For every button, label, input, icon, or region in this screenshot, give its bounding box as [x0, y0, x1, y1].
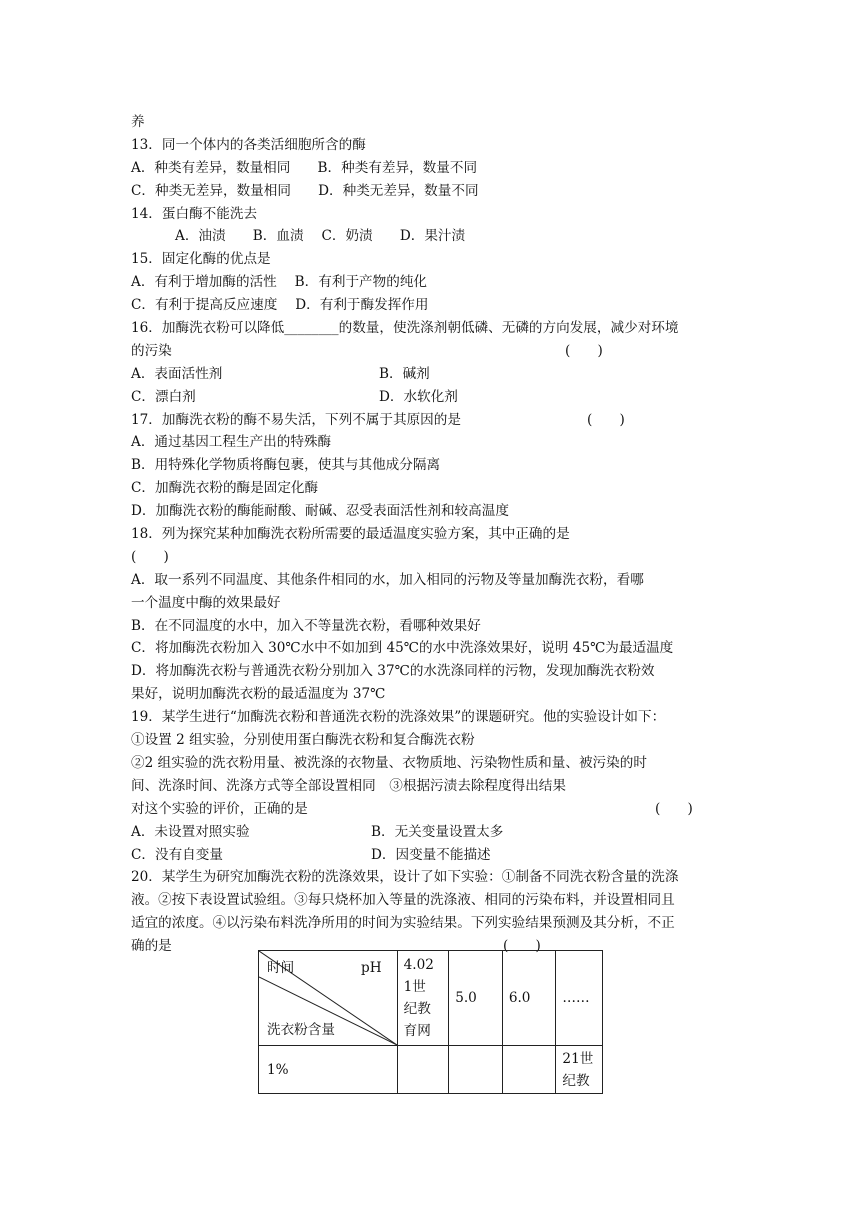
line-text: D．加酶洗衣粉的酶能耐酸、耐碱、忍受表面活性剂和较高温度	[131, 503, 509, 520]
text-line	[131, 615, 731, 638]
header-time-label: 时间	[267, 960, 295, 976]
text-line	[131, 752, 731, 775]
text-line	[131, 775, 731, 798]
answer-parentheses: ( )	[565, 342, 603, 359]
line-text: 养	[131, 114, 145, 130]
text-line	[131, 409, 731, 432]
line-text: A．油渍 B．血渍 C．奶渍 D．果汁渍	[175, 228, 466, 245]
text-line	[131, 271, 731, 294]
text-line	[131, 729, 731, 752]
line-text: A．表面活性剂	[131, 365, 223, 382]
header-ph-label: pH	[361, 960, 382, 976]
table-cell	[502, 1046, 556, 1094]
text-line	[131, 363, 731, 386]
text-line	[131, 889, 731, 912]
table-row	[259, 1046, 603, 1094]
line-text: ①设置 2 组实验，分别使用蛋白酶洗衣粉和复合酶洗衣粉	[131, 732, 475, 749]
header-detergent-label: 洗衣粉含量	[267, 1022, 335, 1038]
line-text: 适宜的浓度。④以污染布料洗净所用的时间为实验结果。下列实验结果预测及其分析，不正	[131, 915, 675, 932]
text-line	[131, 157, 731, 180]
text-line	[131, 225, 731, 248]
line-text: 一个温度中酶的效果最好	[131, 594, 281, 611]
line-text: 19．某学生进行“加酶洗衣粉和普通洗衣粉的洗涤效果”的课题研究。他的实验设计如下：	[131, 709, 666, 726]
text-line	[131, 294, 731, 317]
experiment-table	[258, 950, 603, 1094]
text-line	[131, 683, 731, 706]
header-ph-col-1: 4.02 1世 纪教 育网	[397, 951, 449, 1046]
text-line	[131, 317, 731, 340]
text-line	[131, 431, 731, 454]
header-ph-col-2: 5.0	[449, 951, 503, 1046]
question-text	[131, 111, 731, 958]
line-text: A．未设置对照实验	[131, 823, 250, 840]
line-text: 15．固定化酶的优点是	[131, 251, 271, 268]
table-header-row	[259, 951, 603, 1046]
text-line	[131, 386, 731, 409]
line-text: 果好，说明加酶洗衣粉的最适温度为 37℃	[131, 686, 386, 703]
option-right: D．水软化剂	[379, 388, 458, 405]
line-text: 16．加酶洗衣粉可以降低________的数量，使洗涤剂朝低磷、无磷的方向发展，减少对环境	[131, 320, 679, 337]
text-line	[131, 569, 731, 592]
line-text: C．没有自变量	[131, 846, 223, 863]
header-ph-col-4: ……	[556, 951, 603, 1046]
line-text: A．通过基因工程生产出的特殊酶	[131, 434, 332, 451]
line-text: A．取一系列不同温度、其他条件相同的水，加入相同的污物及等量加酶洗衣粉，看哪	[131, 571, 644, 588]
text-line	[131, 203, 731, 226]
text-line	[131, 866, 731, 889]
text-line	[131, 500, 731, 523]
line-text: B．在不同温度的水中，加入不等量洗衣粉，看哪种效果好	[131, 617, 481, 634]
line-text: 14．蛋白酶不能洗去	[131, 205, 258, 222]
line-text: D．将加酶洗衣粉与普通洗衣粉分别加入 37℃的水洗涤同样的污物，发现加酶洗衣粉效	[131, 663, 655, 680]
table-cell	[397, 1046, 449, 1094]
line-text: 确的是	[131, 938, 172, 955]
table-cell: 21世 纪教	[556, 1046, 603, 1094]
line-text: A．种类有差异，数量相同 B．种类有差异，数量不同	[131, 159, 478, 176]
text-line	[131, 248, 731, 271]
line-text: C．有利于提高反应速度 D．有利于酶发挥作用	[131, 297, 429, 314]
line-text: B．用特殊化学物质将酶包裹，使其与其他成分隔离	[131, 457, 441, 474]
line-text: 液。②按下表设置试验组。③每只烧杯加入等量的洗涤液、相同的污染布料，并设置相同且	[131, 892, 675, 909]
row-label: 1%	[259, 1046, 398, 1094]
text-line	[131, 180, 731, 203]
line-text: 间、洗涤时间、洗涤方式等全部设置相同 ③根据污渍去除程度得出结果	[131, 777, 566, 794]
line-text: 18．列为探究某种加酶洗衣粉所需要的最适温度实验方案，其中正确的是	[131, 526, 570, 543]
text-line	[131, 454, 731, 477]
line-text: A．有利于增加酶的活性 B．有利于产物的纯化	[131, 274, 428, 291]
line-text: 对这个实验的评价，正确的是	[131, 800, 308, 817]
line-text: 17．加酶洗衣粉的酶不易失活，下列不属于其原因的是	[131, 411, 461, 428]
text-line	[131, 111, 731, 134]
line-text: 20．某学生为研究加酶洗衣粉的洗涤效果，设计了如下实验：①制备不同洗衣粉含量的洗涤	[131, 869, 679, 886]
line-text: ②2 组实验的洗衣粉用量、被洗涤的衣物量、衣物质地、污染物性质和量、被污染的时	[131, 754, 647, 771]
line-text: C．漂白剂	[131, 388, 196, 405]
text-line	[131, 523, 731, 546]
header-ph-col-3: 6.0	[502, 951, 556, 1046]
text-line	[131, 340, 731, 363]
table-diagonal-header	[259, 951, 398, 1046]
text-line	[131, 660, 731, 683]
text-line	[131, 912, 731, 935]
line-text: 的污染	[131, 342, 172, 359]
text-line	[131, 546, 731, 569]
option-right: B．碱剂	[379, 365, 430, 382]
text-line	[131, 844, 731, 867]
text-line	[131, 798, 731, 821]
table-cell	[449, 1046, 503, 1094]
line-text: ( )	[131, 548, 169, 565]
text-line	[131, 637, 731, 660]
line-text: C．将加酶洗衣粉加入 30℃水中不如加到 45℃的水中洗涤效果好，说明 45℃为最适温度	[131, 640, 674, 657]
line-text: 13．同一个体内的各类活细胞所含的酶	[131, 136, 366, 153]
option-right: B．无关变量设置太多	[371, 823, 504, 840]
answer-parentheses: ( )	[587, 411, 625, 428]
answer-parentheses: ( )	[503, 938, 541, 955]
line-text: C．种类无差异，数量相同 D．种类无差异，数量不同	[131, 182, 479, 199]
text-line	[131, 706, 731, 729]
text-line	[131, 821, 731, 844]
option-right: D．因变量不能描述	[371, 846, 491, 863]
text-line	[131, 592, 731, 615]
text-line	[131, 477, 731, 500]
answer-parentheses: ( )	[655, 800, 693, 817]
text-line	[131, 134, 731, 157]
line-text: C．加酶洗衣粉的酶是固定化酶	[131, 480, 319, 497]
